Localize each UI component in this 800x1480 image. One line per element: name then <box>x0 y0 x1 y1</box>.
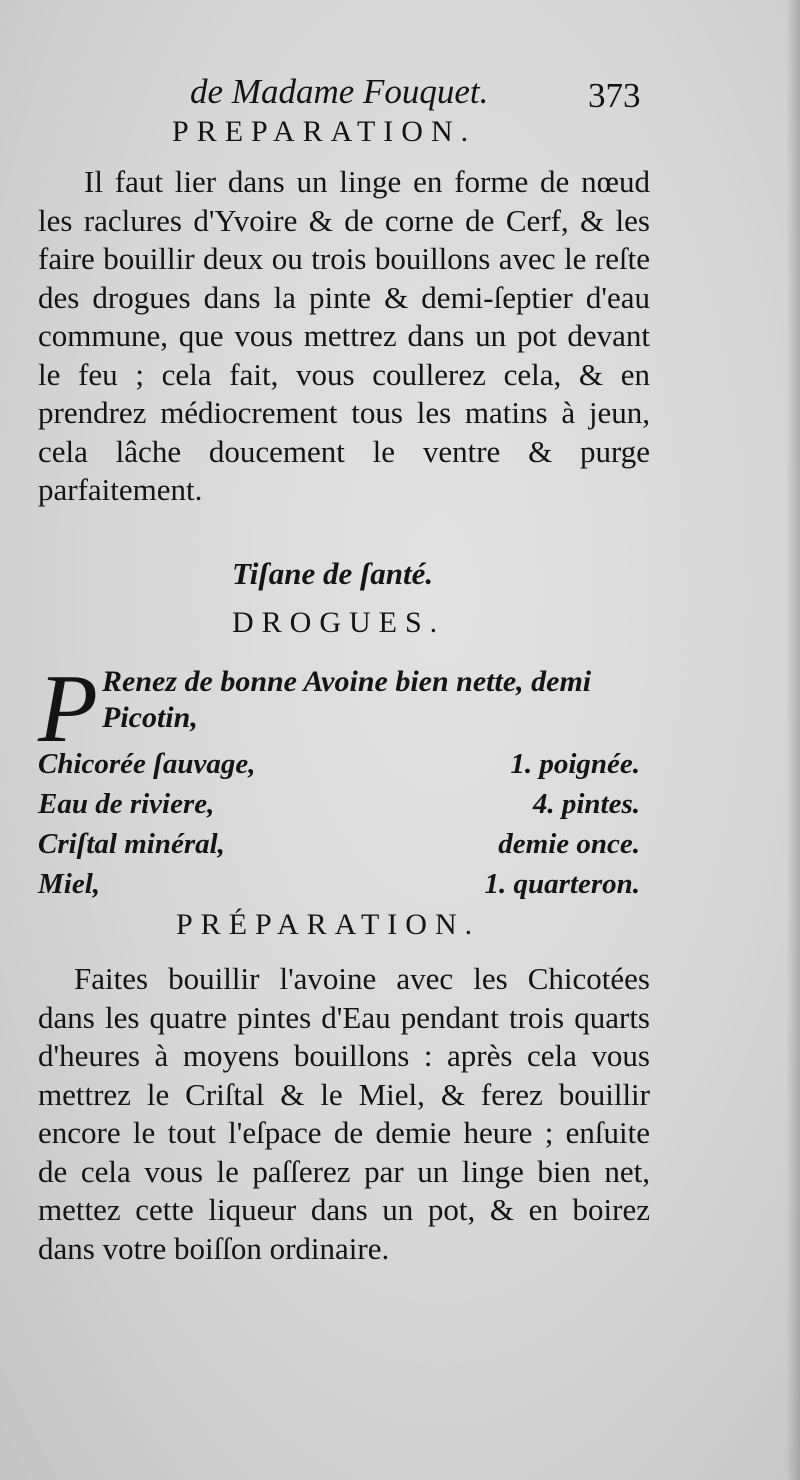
running-head: de Madame Fouquet. <box>190 72 489 111</box>
ingredient-name: Chicorée ſauvage, <box>38 748 256 780</box>
ingredient-quantity: demie once. <box>498 828 640 860</box>
drop-cap: P <box>38 655 98 763</box>
preparation-paragraph-2: Faites bouillir l'avoine avec les Chicotées dans les quatre pintes d'Eau pendant trois quarts d'heures à moyens bouillons : après cela vous mettrez le Criſtal & le Miel, & ferez bouillir encore le tout l'eſpace de demie heure ; enſuite de cela vous le paſſerez par un linge bien net, mettez cette liqueur dans un pot, & en boirez dans votre boiſſon ordinaire. <box>38 961 650 1266</box>
recipe-title: Tiſane de ſanté. <box>232 556 434 591</box>
page-edge-shadow <box>786 0 800 1480</box>
ingredient-row <box>38 788 640 828</box>
ingredient-quantity: 4. pintes. <box>532 788 640 820</box>
ingredient-name: Eau de riviere, <box>38 788 215 820</box>
ingredient-quantity: 1. poignée. <box>510 748 640 780</box>
drugs-heading: DROGUES. <box>232 606 446 639</box>
preparation-paragraph: Il faut lier dans un linge en forme de nœud les raclures d'Yvoire & de corne de Cerf, & les faire bouillir deux ou trois bouillons avec le reſte des drogues dans la pinte & demi-ſeptier d'eau commune, que vous mettrez dans un pot devant le feu ; cela fait, vous coullerez cela, & en prendrez médiocrement tous les matins à jeun, cela lâche doucement le ventre & purge parfaitement. <box>38 164 650 507</box>
ingredient-name: Miel, <box>38 868 101 900</box>
recipe-opening-line: Renez de bonne Avoine bien nette, demi Picotin, <box>102 665 592 734</box>
ingredient-row <box>38 748 640 788</box>
section-heading-preparation: PREPARATION. <box>172 115 477 148</box>
section-heading-preparation-2: PRÉPARATION. <box>176 908 481 941</box>
ingredient-list <box>38 748 640 908</box>
ingredient-row <box>38 828 640 868</box>
ingredient-row <box>38 868 640 908</box>
ingredient-quantity: 1. quarteron. <box>484 868 640 900</box>
page-number: 373 <box>588 76 641 115</box>
ingredient-name: Criſtal minéral, <box>38 828 225 860</box>
